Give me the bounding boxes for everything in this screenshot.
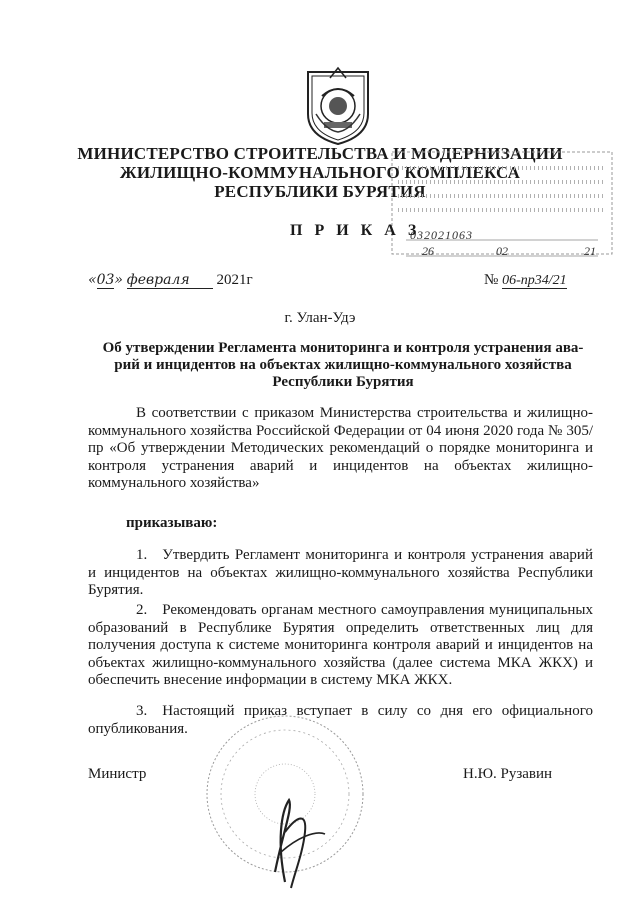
document-number — [484, 272, 567, 289]
intro-paragraph: В соответствии с приказом Министерства строительства и жилищно-коммунального хозяйства Российской Федерации от 04 июня 2020 года № 305/пр «Об утверждении Методических рекомендаций о порядке мониторинга и контроля устранения аварий и инцидентов на объектах жилищно-коммунального хозяйства» — [88, 405, 593, 491]
document-subject — [88, 340, 598, 391]
date-day: 03 — [96, 272, 115, 288]
ministry-line-3: РЕСПУБЛИКИ БУРЯТИЯ — [214, 182, 426, 201]
official-seal-signature-icon — [185, 712, 395, 902]
order-item-1: 1. Утвердить Регламент мониторинга и контроля устранения аварий и инцидентов на объектах жилищно-коммунального хозяйства Республики Бурятия. — [88, 547, 593, 598]
registration-stamp — [388, 148, 616, 258]
registration-year: 21 — [584, 244, 596, 258]
subject-line-2: рий и инцидентов на объектах жилищно-коммунального хозяйства — [114, 357, 572, 373]
document-type: П Р И К А З — [290, 222, 421, 239]
document-date — [88, 272, 253, 289]
ministry-line-1: МИНИСТЕРСТВО СТРОИТЕЛЬСТВА И МОДЕРНИЗАЦИИ — [77, 144, 563, 163]
subject-line-3: Республики Бурятия — [272, 374, 414, 390]
subject-line-1: Об утверждении Регламента мониторинга и контроля устранения ава- — [102, 340, 584, 356]
minister-title: Министр — [88, 766, 147, 782]
number-value: 06-пр34/21 — [502, 273, 567, 288]
number-prefix: № — [484, 272, 499, 288]
order-item-3: 3. Настоящий приказ вступает в силу со дня его официального опубликования. — [88, 703, 593, 737]
registration-month: 02 — [496, 244, 508, 258]
republic-emblem-icon — [302, 62, 374, 146]
order-word: приказываю: — [126, 515, 218, 531]
date-year: 2021г — [216, 272, 253, 288]
city: г. Улан-Удэ — [284, 310, 356, 326]
date-open-quote: « — [88, 272, 97, 288]
minister-name: Н.Ю. Рузавин — [463, 766, 553, 782]
registration-number: 032021063 — [410, 228, 473, 242]
order-item-2: 2. Рекомендовать органам местного самоуправления муниципальных образований в Республике Бурятия определить ответственных лиц для получения доступа к системе мониторинга контроля аварий и инцидентов на объектах жилищно-коммунального хозяйства (далее система МКА ЖКХ) и обеспечить внесение информации в систему МКА ЖКХ. — [88, 602, 593, 688]
date-month: февраля — [127, 272, 213, 289]
date-close-quote: » — [114, 272, 123, 288]
ministry-line-2: ЖИЛИЩНО-КОММУНАЛЬНОГО КОМПЛЕКСА — [119, 163, 521, 182]
registration-day: 26 — [422, 244, 434, 258]
